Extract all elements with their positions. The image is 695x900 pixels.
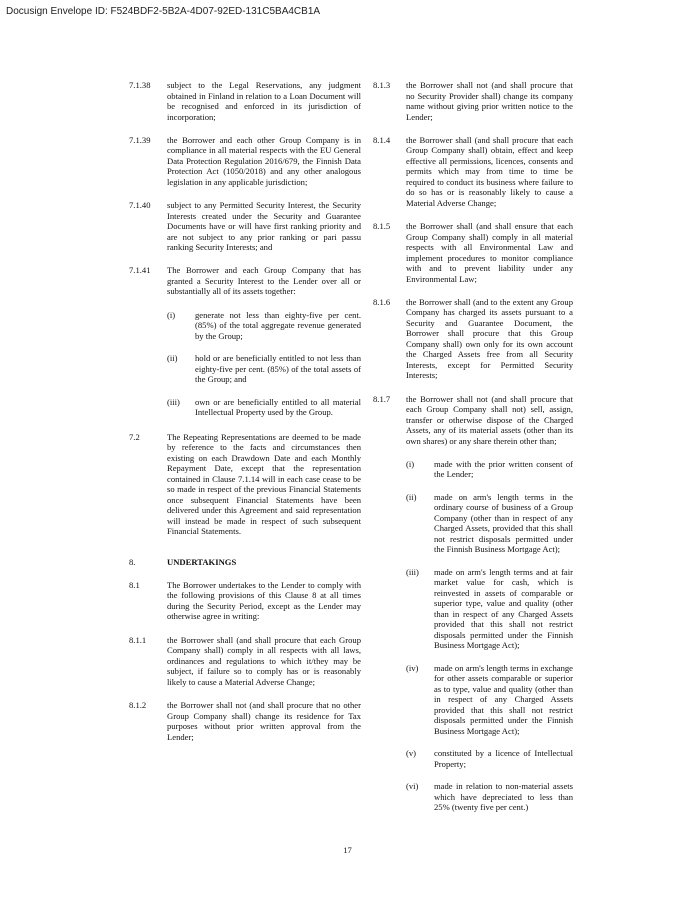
subclause-text: made on arm's length terms in exchange for other assets comparable or superior as to type, value and quality (other than in respect of any Charged Assets provided that this shall not restrict disposals permitted under the Finnish Business Mortgage Act); bbox=[434, 662, 573, 736]
right-column bbox=[373, 80, 573, 825]
subclause-number: (iii) bbox=[167, 396, 180, 407]
subclause-number: (i) bbox=[167, 309, 176, 320]
subclause-number: (i) bbox=[406, 458, 415, 469]
clause-number: 8.1 bbox=[129, 579, 140, 590]
clause-text: the Borrower shall (and shall procure that each Group Company shall) obtain, effect and keep effective all permissions, licences, consents and permits which may from time to time be required to conduct its business where failure to do so has or is reasonably likely to cause a Material Adverse Change; bbox=[406, 134, 573, 208]
clause-text: The Borrower undertakes to the Lender to comply with the following provisions of this Clause 8 at all times during the Security Period, except as the Lender may otherwise agree in writing: bbox=[167, 579, 361, 622]
clause-text: the Borrower shall not (and shall procure that no Security Provider shall) change its company name without giving prior written notice to the Lender; bbox=[406, 80, 573, 122]
clause-text: the Borrower shall (and shall ensure that each Group Company shall) comply in all material respects with all Environmental Law and implement procedures to monitor compliance with and to prevent liability under any Environmental Law; bbox=[406, 221, 573, 284]
clause-number: 7.1.40 bbox=[129, 200, 151, 211]
clause-number: 8. bbox=[129, 556, 136, 567]
clause-number: 8.1.4 bbox=[373, 134, 391, 145]
subclause-iii bbox=[406, 567, 573, 651]
clause-text: the Borrower and each other Group Company is in compliance in all material respects with the EU General Data Protection Regulation 2016/679, the Finnish Data Protection Act (1050/2018) and any other analogous legislation in any applicable jurisdiction; bbox=[167, 134, 361, 187]
subclause-number: (vi) bbox=[406, 781, 419, 792]
clause-7-1-39 bbox=[129, 135, 361, 188]
clause-8-1-1 bbox=[129, 635, 361, 688]
subclause-number: (v) bbox=[406, 748, 417, 759]
clause-number: 7.1.39 bbox=[129, 134, 151, 145]
clause-7-2 bbox=[129, 432, 361, 537]
subclause-number: (ii) bbox=[167, 353, 178, 364]
clause-text: subject to any Permitted Security Interest, the Security Interests created under the Security and Guarantee Documents have or will have first ranking priority and are not subject to any prior ranking or pari passu ranking Security Interests; and bbox=[167, 200, 361, 253]
clause-8-1-3 bbox=[373, 80, 573, 122]
subclause-text: made in relation to non-material assets which have depreciated to less than 25% (twenty five per cent.) bbox=[434, 781, 573, 813]
clause-number: 8.1.6 bbox=[373, 296, 391, 307]
clause-8-1-5 bbox=[373, 221, 573, 284]
clause-number: 8.1.1 bbox=[129, 634, 147, 645]
clause-number: 8.1.7 bbox=[373, 393, 391, 404]
subclause-number: (iii) bbox=[406, 566, 419, 577]
clause-8-1-6 bbox=[373, 297, 573, 381]
clause-text: The Repeating Representations are deemed to be made by reference to the facts and circumstances then existing on each Drawdown Date and each Monthly Repayment Date, except that the representation contained in Clause 7.1.14 will in each case cease to be so made in respect of the previous Financial Statements once subsequent Financial Statements have been delivered under this Agreement and said representation will instead be made in respect of such subsequent Financial Statements. bbox=[167, 431, 361, 537]
subclause-i bbox=[406, 459, 573, 480]
clause-8-1 bbox=[129, 580, 361, 622]
subclause-i bbox=[167, 310, 361, 342]
subclause-text: made with the prior written consent of the Lender; bbox=[434, 458, 573, 480]
subclause-iii bbox=[167, 397, 361, 418]
subclause-number: (iv) bbox=[406, 662, 419, 673]
clause-7-1-40 bbox=[129, 200, 361, 253]
clause-8-1-7 bbox=[373, 394, 573, 447]
subclause-vi bbox=[406, 781, 573, 813]
subclause-text: generate not less than eighty-five per cent. (85%) of the total aggregate revenue generated by the Group; bbox=[195, 309, 361, 341]
subclause-v bbox=[406, 748, 573, 769]
clause-text: the Borrower shall (and to the extent any Group Company has charged its assets pursuant to a Security and Guarantee Document, the Borrower shall procure that this Group Company shall) own only for its own account the Charged Assets free from all Security Interests, except for Permitted Security Interests; bbox=[406, 296, 573, 381]
docusign-envelope-id: Docusign Envelope ID: F524BDF2-5B2A-4D07-92ED-131C5BA4CB1A bbox=[6, 6, 321, 17]
subclause-text: own or are beneficially entitled to all material Intellectual Property used by the Group. bbox=[195, 396, 361, 418]
subclause-ii bbox=[406, 492, 573, 555]
clause-text: the Borrower shall (and shall procure that each Group Company shall) comply in all respects with all laws, ordinances and regulations to which it/they may be subject, if failure so to comply has or is reasonably likely to cause a Material Adverse Change; bbox=[167, 634, 361, 687]
subclause-iv bbox=[406, 663, 573, 737]
clause-text: subject to the Legal Reservations, any judgment obtained in Finland in relation to a Loan Document will be recognised and enforced in its jurisdiction of incorporation; bbox=[167, 80, 361, 122]
clause-8-1-2 bbox=[129, 700, 361, 742]
clause-number: 7.2 bbox=[129, 431, 140, 442]
section-heading-undertakings bbox=[129, 557, 361, 568]
clause-number: 8.1.5 bbox=[373, 221, 391, 232]
clause-8-1-4 bbox=[373, 135, 573, 209]
subclause-ii bbox=[167, 353, 361, 385]
subclause-text: constituted by a licence of Intellectual Property; bbox=[434, 748, 573, 769]
clause-7-1-38 bbox=[129, 80, 361, 122]
section-title: UNDERTAKINGS bbox=[167, 556, 237, 567]
subclause-text: made on arm's length terms and at fair market value for cash, which is reinvested in assets of comparable or superior type, value and quality (other than in respect of any Charged Assets provided that this shall not restrict disposals permitted under the Finnish Business Mortgage Act); bbox=[434, 566, 573, 651]
subclause-text: made on arm's length terms in the ordinary course of business of a Group Company (other than in respect of any Charged Assets, provided that this shall not restrict disposals permitted under the Finnish Business Mortgage Act); bbox=[434, 491, 573, 555]
clause-text: the Borrower shall not (and shall procure that each Group Company shall not) sell, assign, transfer or otherwise dispose of the Charged Assets, any of its material assets (other than its own shares) or any share therein other than; bbox=[406, 393, 573, 446]
clause-number: 7.1.38 bbox=[129, 80, 151, 90]
clause-number: 7.1.41 bbox=[129, 265, 151, 276]
subclause-text: hold or are beneficially entitled to not less than eighty-five per cent. (85%) of the total assets of the Group; and bbox=[195, 353, 361, 385]
page-number: 17 bbox=[343, 845, 352, 855]
clause-number: 8.1.2 bbox=[129, 700, 147, 711]
clause-number: 8.1.3 bbox=[373, 80, 391, 90]
clause-text: The Borrower and each Group Company that has granted a Security Interest to the Lender over all or substantially all of its assets together: bbox=[167, 265, 361, 297]
clause-text: the Borrower shall not (and shall procure that no other Group Company shall) change its residence for Tax purposes without prior written approval from the Lender; bbox=[167, 700, 361, 742]
clause-7-1-41 bbox=[129, 265, 361, 297]
left-column bbox=[129, 80, 361, 755]
subclause-number: (ii) bbox=[406, 491, 417, 502]
